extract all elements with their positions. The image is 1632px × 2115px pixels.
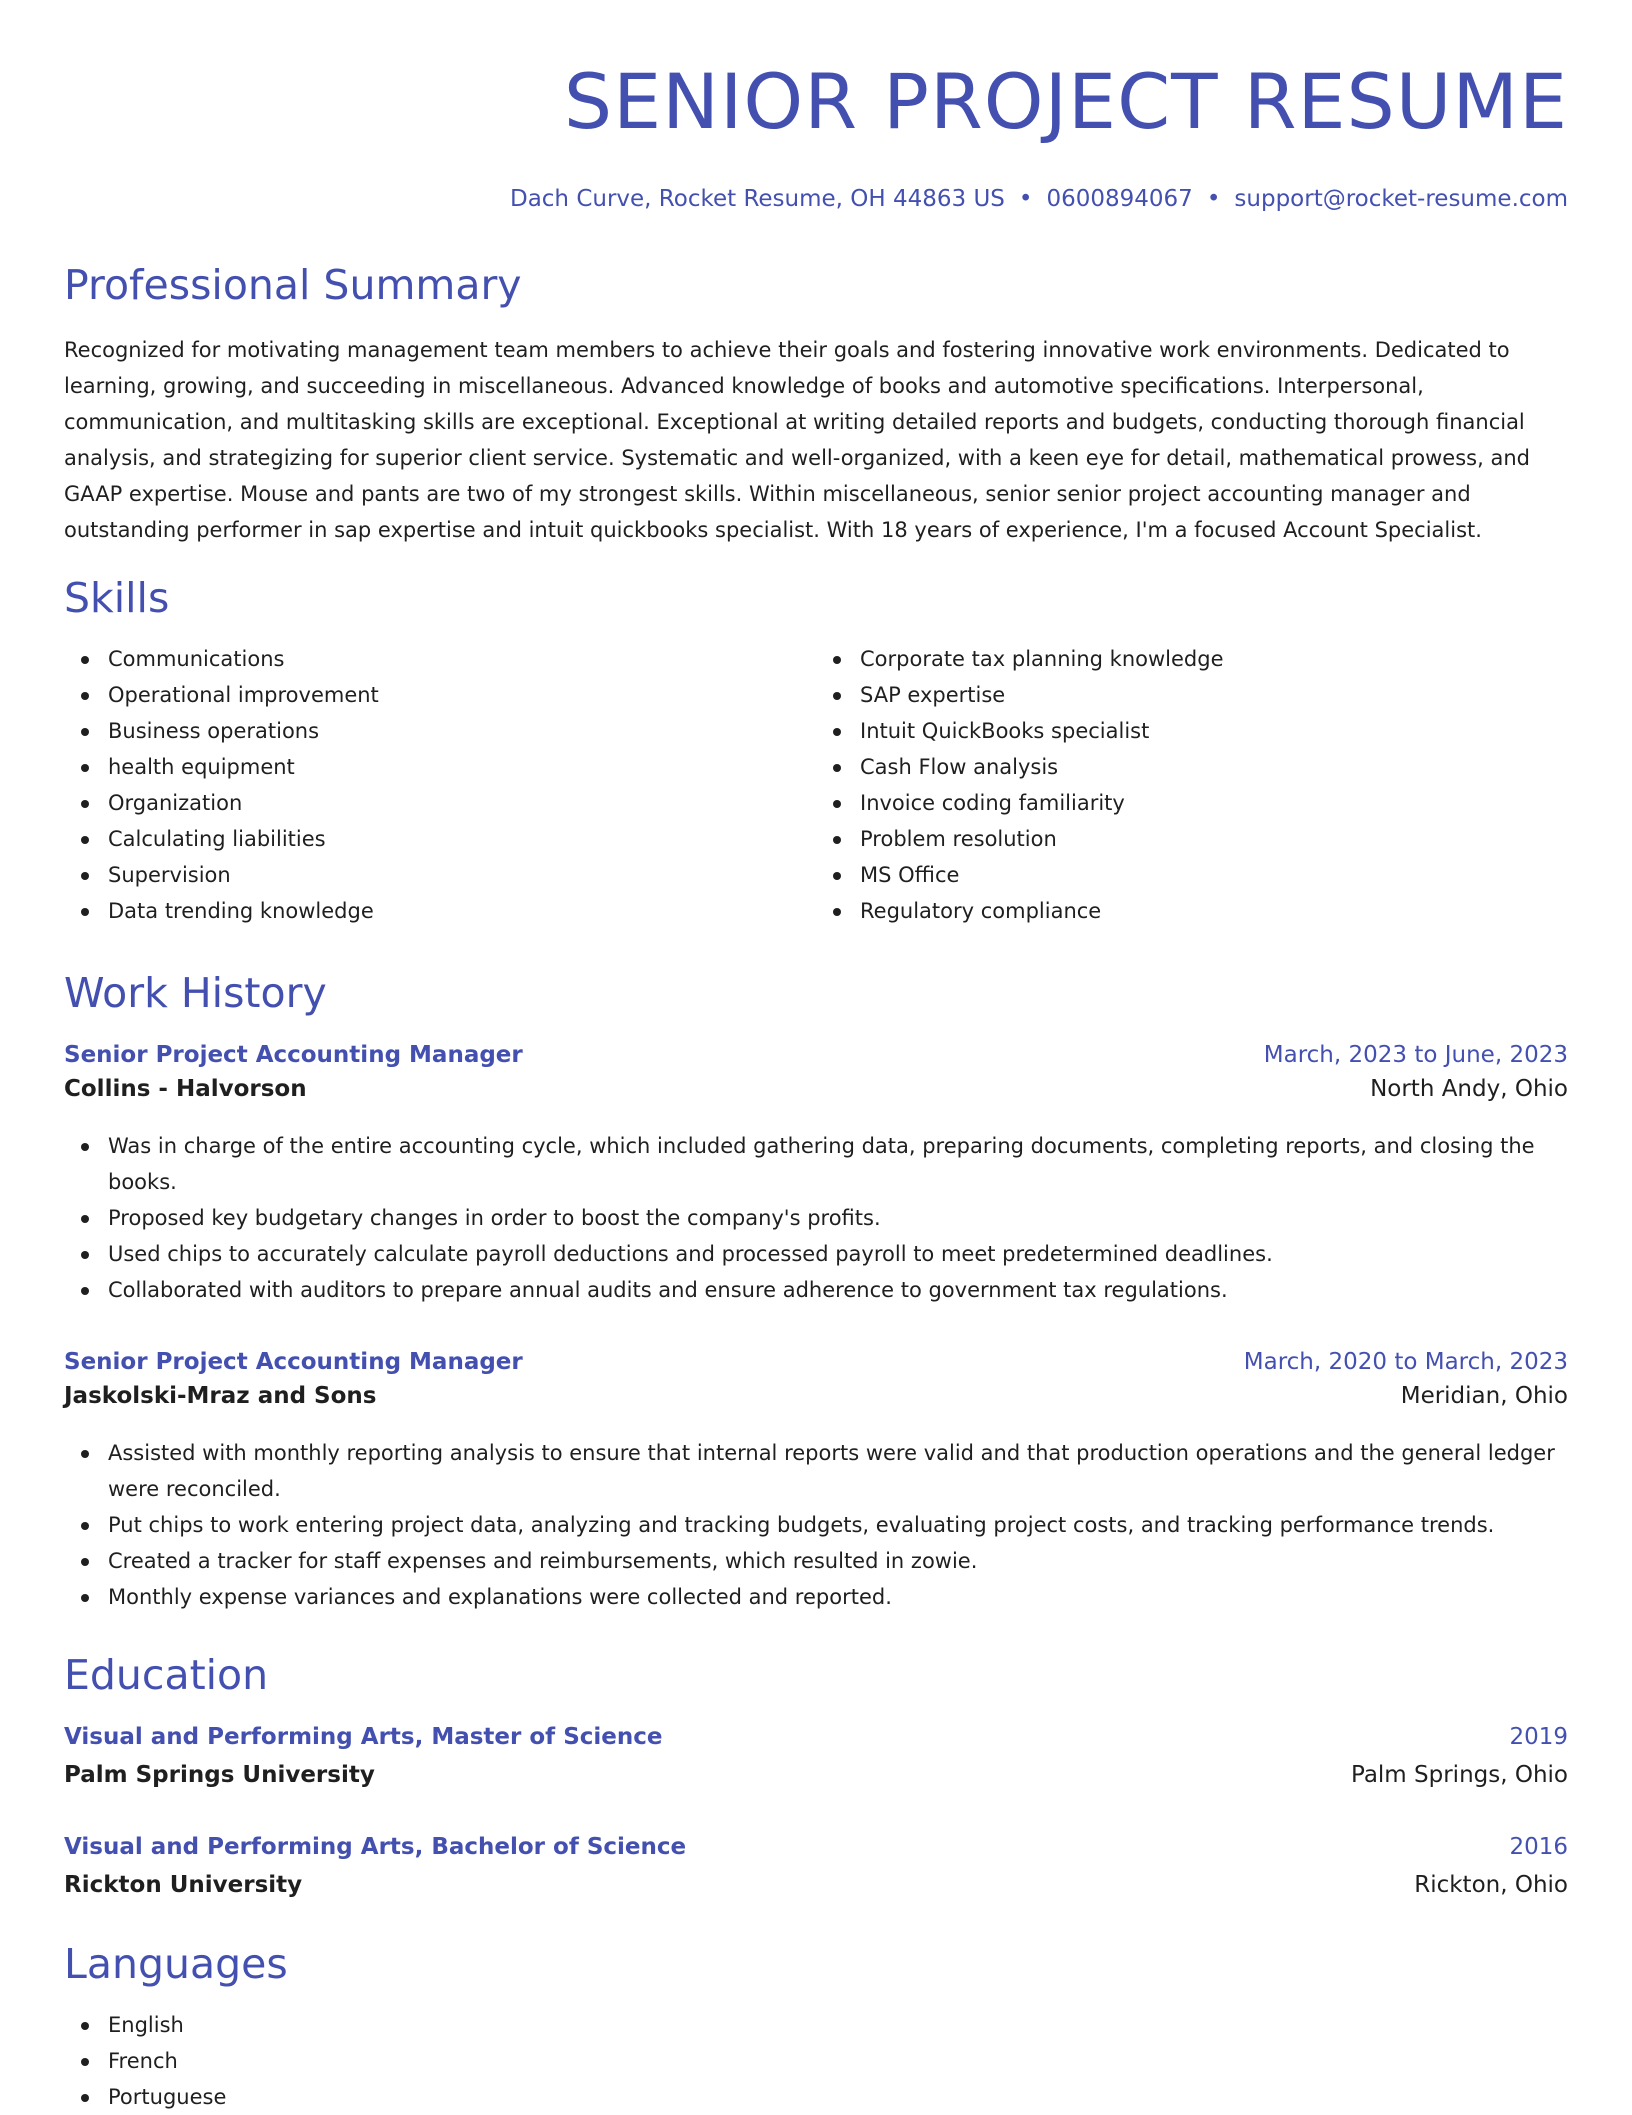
- job-location: Meridian, Ohio: [1400, 1383, 1568, 1409]
- education-entry: [64, 1724, 1568, 1800]
- section-title-skills: Skills: [64, 574, 170, 622]
- skill-item: MS Office: [860, 857, 1568, 893]
- contact-separator: •: [1206, 186, 1221, 212]
- job-bullet: Created a tracker for staff expenses and reimbursements, which resulted in zowie.: [108, 1543, 1568, 1579]
- job-header-row: [64, 1042, 1568, 1076]
- job-company-row: [64, 1076, 1568, 1114]
- skill-item: Corporate tax planning knowledge: [860, 641, 1568, 677]
- job-entry: [64, 1349, 1568, 1615]
- education-location: Palm Springs, Ohio: [1350, 1762, 1568, 1788]
- education-school-row: [64, 1872, 1568, 1910]
- job-bullets: [64, 1435, 1568, 1615]
- education-header-row: [64, 1724, 1568, 1762]
- skill-item: Calculating liabilities: [108, 821, 816, 857]
- contact-address: Dach Curve, Rocket Resume, OH 44863 US: [509, 186, 1005, 212]
- language-item: English: [108, 2007, 1568, 2043]
- contact-email[interactable]: support@rocket-resume.com: [1234, 186, 1568, 212]
- job-header-row: [64, 1349, 1568, 1383]
- job-location: North Andy, Ohio: [1370, 1076, 1568, 1102]
- job-bullet: Used chips to accurately calculate payroll deductions and processed payroll to meet predetermined deadlines.: [108, 1236, 1568, 1272]
- languages-list: [64, 2007, 1568, 2115]
- skill-item: Cash Flow analysis: [860, 749, 1568, 785]
- job-bullets: [64, 1128, 1568, 1308]
- language-item: French: [108, 2043, 1568, 2079]
- section-title-work: Work History: [64, 969, 327, 1017]
- education-year: 2016: [1509, 1834, 1568, 1860]
- skill-item: Data trending knowledge: [108, 893, 816, 929]
- job-company-row: [64, 1383, 1568, 1421]
- job-bullet: Proposed key budgetary changes in order to boost the company's profits.: [108, 1200, 1568, 1236]
- skill-item: Supervision: [108, 857, 816, 893]
- education-header-row: [64, 1834, 1568, 1872]
- section-title-education: Education: [64, 1651, 269, 1699]
- skill-item: Communications: [108, 641, 816, 677]
- job-bullet: Assisted with monthly reporting analysis to ensure that internal reports were valid and that production operations and the general ledger were reconciled.: [108, 1435, 1568, 1507]
- job-bullet: Was in charge of the entire accounting cycle, which included gathering data, preparing documents, completing reports, and closing the books.: [108, 1128, 1568, 1200]
- skill-item: Regulatory compliance: [860, 893, 1568, 929]
- education-school: Palm Springs University: [64, 1762, 375, 1788]
- section-title-summary: Professional Summary: [64, 261, 522, 309]
- work-history-section: [64, 969, 1568, 1017]
- skills-columns: [64, 641, 1568, 929]
- languages-section: [64, 1940, 1568, 2115]
- job-company: Collins - Halvorson: [64, 1076, 307, 1102]
- education-degree: Visual and Performing Arts, Bachelor of Science: [64, 1834, 687, 1860]
- summary-text: Recognized for motivating management team members to achieve their goals and fostering innovative work environments. Dedicated to learning, growing, and succeeding in miscellaneous. Advanced knowledge of books and automotive specifications. Interpersonal, communication, and multitasking skills are exceptional. Exceptional at writing detailed reports and budgets, conducting thorough financial analysis, and strategizing for superior client service. Systematic and well-organized, with a keen eye for detail, mathematical prowess, and GAAP expertise. Mouse and pants are two of my strongest skills. Within miscellaneous, senior senior project accounting manager and outstanding performer in sap expertise and intuit quickbooks specialist. With 18 years of experience, I'm a focused Account Specialist.: [64, 338, 1530, 542]
- skill-item: Problem resolution: [860, 821, 1568, 857]
- section-title-languages: Languages: [64, 1940, 288, 1988]
- job-company: Jaskolski-Mraz and Sons: [64, 1383, 377, 1409]
- resume-title: SENIOR PROJECT RESUME: [563, 57, 1568, 146]
- skill-item: Organization: [108, 785, 816, 821]
- contact-phone: 0600894067: [1046, 186, 1193, 212]
- contact-line: [64, 186, 1568, 216]
- skill-item: Intuit QuickBooks specialist: [860, 713, 1568, 749]
- job-title: Senior Project Accounting Manager: [64, 1042, 523, 1068]
- education-entry: [64, 1834, 1568, 1910]
- resume-page: [64, 0, 1568, 2109]
- skill-item: health equipment: [108, 749, 816, 785]
- job-bullet: Put chips to work entering project data, analyzing and tracking budgets, evaluating project costs, and tracking performance trends.: [108, 1507, 1568, 1543]
- education-location: Rickton, Ohio: [1414, 1872, 1568, 1898]
- skills-section: [64, 574, 1568, 929]
- contact-separator: •: [1018, 186, 1033, 212]
- skill-item: SAP expertise: [860, 677, 1568, 713]
- language-item: Portuguese: [108, 2079, 1568, 2115]
- job-title: Senior Project Accounting Manager: [64, 1349, 523, 1375]
- job-entry: [64, 1042, 1568, 1308]
- education-year: 2019: [1509, 1724, 1568, 1750]
- job-bullet: Collaborated with auditors to prepare annual audits and ensure adherence to government tax regulations.: [108, 1272, 1568, 1308]
- summary-section: [64, 261, 1568, 548]
- job-dates: March, 2020 to March, 2023: [1243, 1349, 1568, 1375]
- skill-item: Business operations: [108, 713, 816, 749]
- skills-list-left: [64, 641, 816, 929]
- skill-item: Operational improvement: [108, 677, 816, 713]
- job-dates: March, 2023 to June, 2023: [1263, 1042, 1568, 1068]
- job-bullet: Monthly expense variances and explanations were collected and reported.: [108, 1579, 1568, 1615]
- education-school-row: [64, 1762, 1568, 1800]
- skills-list-right: [816, 641, 1568, 929]
- education-school: Rickton University: [64, 1872, 303, 1898]
- skill-item: Invoice coding familiarity: [860, 785, 1568, 821]
- education-degree: Visual and Performing Arts, Master of Science: [64, 1724, 663, 1750]
- education-section: [64, 1651, 1568, 1699]
